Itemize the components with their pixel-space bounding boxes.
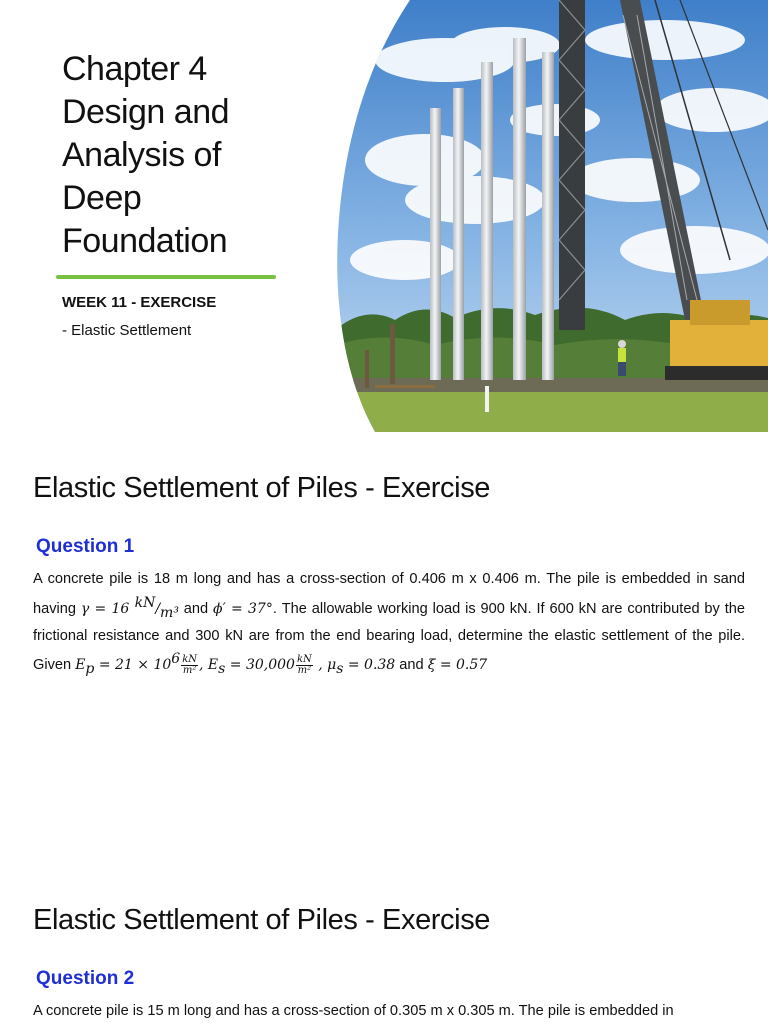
unit-fraction xyxy=(181,655,198,676)
text-run: and xyxy=(178,600,214,617)
fraction-denominator: m² xyxy=(182,664,197,676)
fraction-numerator: kN xyxy=(182,653,198,665)
title-line: Foundation xyxy=(62,222,228,260)
mu-symbol: , μ xyxy=(313,657,337,674)
slide-heading: Elastic Settlement of Piles - Exercise xyxy=(33,904,491,936)
text-run: and xyxy=(395,657,428,674)
title-line: Chapter 4 xyxy=(62,50,207,88)
text-run: . The allowable working load is 900 kN. If 600 kN are contributed by the frictional resistance and 300 kN are from the end bearing load, determine the elastic settlement of the pile. Given xyxy=(33,600,745,674)
mu-subscript: s xyxy=(336,661,344,678)
fraction-numerator: kN xyxy=(296,653,312,665)
unit-kn: kN xyxy=(134,594,156,611)
chapter-title xyxy=(62,48,332,263)
title-line: Analysis of xyxy=(62,136,221,174)
es-symbol: , E xyxy=(199,657,219,674)
title-divider xyxy=(56,275,276,279)
exercise-slide-1 xyxy=(0,432,768,864)
ep-exponent: 6 xyxy=(171,651,181,668)
unit-m3: m³ xyxy=(160,604,179,621)
question-label: Question 2 xyxy=(36,968,135,989)
ep-value: = 21 × 10 xyxy=(94,657,172,674)
unit-fraction xyxy=(296,655,313,676)
text-run: A concrete pile is 18 m long and has a cross-section of 0.406 m x 0.406 m. The pile is embedded in sand having xyxy=(33,571,745,617)
title-slide xyxy=(0,0,768,432)
exercise-slide-2 xyxy=(0,864,768,1024)
phi-symbol: ϕ′ = 37° xyxy=(213,600,273,617)
ep-subscript: p xyxy=(85,661,95,678)
es-value: = 30,000 xyxy=(225,657,295,674)
question-label: Question 1 xyxy=(36,536,135,557)
question-text: A concrete pile is 15 m long and has a cross-section of 0.305 m x 0.305 m. The pile is embedded in xyxy=(33,1003,674,1019)
xi-symbol: ξ = 0.57 xyxy=(427,657,488,674)
es-subscript: s xyxy=(218,661,226,678)
topic-label: - Elastic Settlement xyxy=(62,322,192,339)
gamma-symbol: γ = 16 xyxy=(80,600,135,617)
pile-construction-photo xyxy=(335,0,768,432)
ep-symbol: E xyxy=(75,657,86,674)
week-label: WEEK 11 - EXERCISE xyxy=(62,294,217,311)
title-line: Design and xyxy=(62,93,230,131)
mu-value: = 0.38 xyxy=(343,657,396,674)
fraction-denominator: m² xyxy=(297,664,312,676)
slide-heading: Elastic Settlement of Piles - Exercise xyxy=(33,472,491,504)
title-line: Deep xyxy=(62,179,142,217)
question-text: A concrete pile is 18 m long and has a cross-section of 0.406 m x 0.406 m. The pile is embedded in sand having γ = 16 $^{kN}/_{m^3}$ and ϕ′ = 37°. The allowable working load is 900 kN. If 600 kN are contributed by the frictional resistance and 300 kN are from the end bearing load, determine the elastic settlement of the pile. Given $E_p = 21 \times 10^6$ $\frac{kN}{\text{m²}}$ , $E_s = 30,000$ $\frac{kN}{\text{m²}}$ , $\mu_s = 0.38$ and ξ = 0.57 xyxy=(33,571,745,678)
